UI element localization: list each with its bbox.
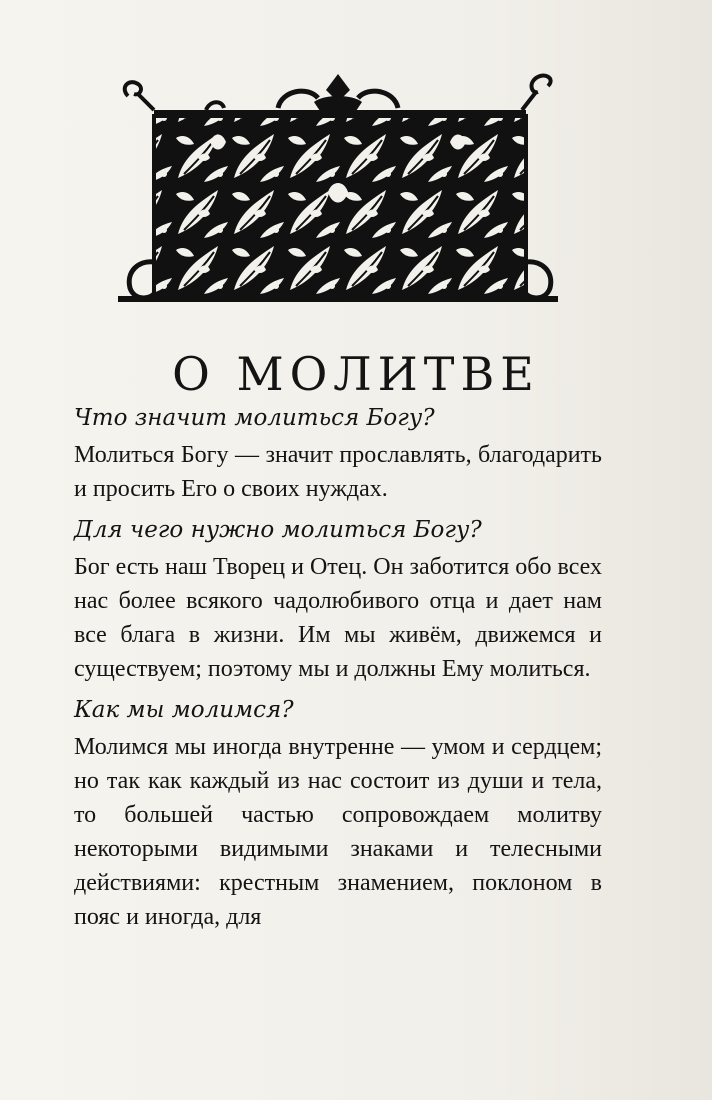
answer: Молиться Богу — значит прославлять, благодарить и просить Его о своих нуждах. xyxy=(74,442,602,502)
question: Как мы молимся? xyxy=(74,697,294,723)
answer: Бог есть наш Творец и Отец. Он заботится обо всех нас более всякого чадолюбивого отца и дает нам все блага в жизни. Им мы живём, движемся и существуем; поэтому мы и должны Ему молиться. xyxy=(74,554,602,682)
qa-section xyxy=(74,402,602,936)
question: Для чего нужно молиться Богу? xyxy=(74,517,482,543)
page-title: О МОЛИТВЕ xyxy=(172,346,540,401)
floral-headpiece-ornament xyxy=(118,72,558,308)
question: Что значит молиться Богу? xyxy=(74,405,435,431)
answer: Молимся мы иногда внутренне — умом и сердцем; но так как каждый из нас состоит из души и тела, то большей частью сопровождаем молитву некоторыми видимыми знаками и телесными действиями: крестным знамением, поклоном в пояс и иногда, для xyxy=(74,734,602,930)
